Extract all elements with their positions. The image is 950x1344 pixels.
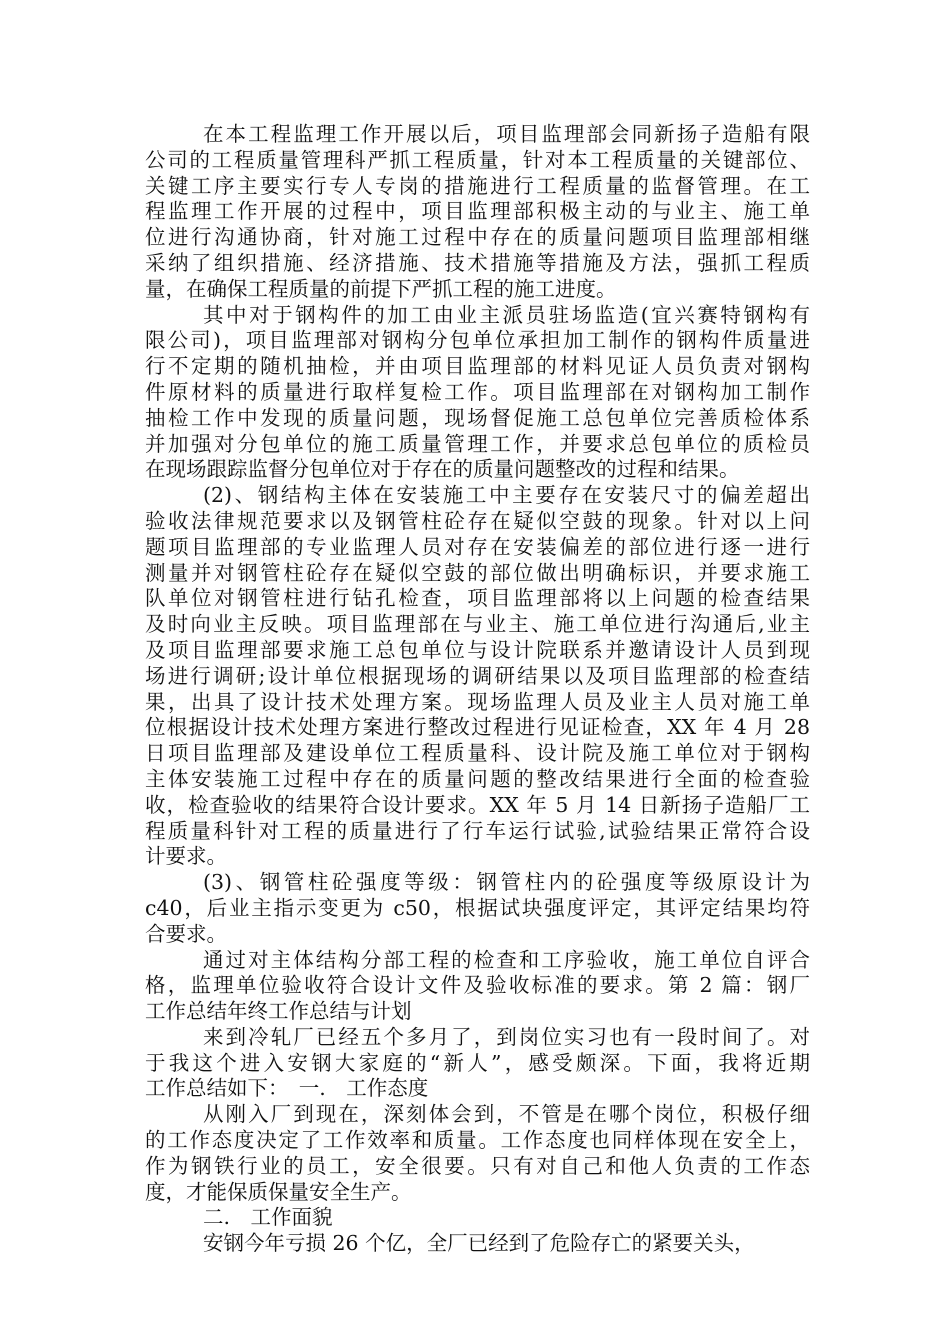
text-line: 度，才能保质保量安全生产。	[145, 1179, 412, 1204]
text-line: 程质量科针对工程的质量进行了行车运行试验,试验结果正常符合设	[145, 818, 810, 843]
text-line: (2)、钢结构主体在安装施工中主要存在安装尺寸的偏差超出	[203, 483, 810, 508]
text-line: 公司的工程质量管理科严抓工程质量，针对本工程质量的关键部位、	[145, 147, 810, 172]
text-line: 测量并对钢管柱砼存在疑似空鼓的部位做出明确标识，并要求施工	[145, 560, 810, 585]
text-line: 日项目监理部及建设单位工程质量科、设计院及施工单位对于钢构	[145, 741, 810, 766]
text-line: c40，后业主指示变更为 c50，根据试块强度评定，其评定结果均符	[145, 895, 810, 920]
text-line: 抽检工作中发现的质量问题，现场督促施工总包单位完善质检体系	[145, 405, 810, 430]
text-line: 限公司)，项目监理部对钢构分包单位承担加工制作的钢构件质量进	[145, 328, 810, 353]
paragraph	[145, 303, 810, 484]
paragraph	[145, 1205, 810, 1231]
text-line: 从刚入厂到现在，深刻体会到，不管是在哪个岗位，积极仔细	[203, 1102, 810, 1127]
text-line: 题项目监理部的专业监理人员对存在安装偏差的部位进行逐一进行	[145, 534, 810, 559]
text-line: 来到冷轧厂已经五个多月了，到岗位实习也有一段时间了。对	[203, 1024, 810, 1049]
text-line: 及时向业主反映。项目监理部在与业主、施工单位进行沟通后,业主	[145, 612, 810, 637]
text-line: 二. 工作面貌	[203, 1205, 333, 1230]
paragraph	[145, 870, 810, 947]
text-line: 量，在确保工程质量的前提下严抓工程的施工进度。	[145, 276, 617, 301]
text-line: 作为钢铁行业的员工，安全很要。只有对自己和他人负责的工作态	[145, 1153, 810, 1178]
paragraph	[145, 948, 810, 1025]
text-line: 主体安装施工过程中存在的质量问题的整改结果进行全面的检查验	[145, 766, 810, 791]
paragraph	[145, 1102, 810, 1205]
text-line: 位根据设计技术处理方案进行整改过程进行见证检查，XX 年 4 月 28	[145, 715, 810, 740]
text-line: 采纳了组织措施、经济措施、技术措施等措施及方法，强抓工程质	[145, 250, 810, 275]
text-line: 队单位对钢管柱进行钻孔检查，项目监理部将以上问题的检查结果	[145, 586, 810, 611]
text-line: 工作总结如下： 一. 工作态度	[145, 1076, 429, 1101]
text-line: 工作总结年终工作总结与计划	[145, 999, 412, 1024]
text-line: 位进行沟通协商，针对施工过程中存在的质量问题项目监理部相继	[145, 225, 810, 250]
text-line: 场进行调研;设计单位根据现场的调研结果以及项目监理部的检查结	[145, 663, 810, 688]
paragraph	[145, 1025, 810, 1102]
document-page	[145, 122, 810, 1257]
text-line: 程监理工作开展的过程中，项目监理部积极主动的与业主、施工单	[145, 199, 810, 224]
text-line: 行不定期的随机抽检，并由项目监理部的材料见证人员负责对钢构	[145, 354, 810, 379]
text-line: 关键工序主要实行专人专岗的措施进行工程质量的监督管理。在工	[145, 173, 810, 198]
text-line: 合要求。	[145, 921, 227, 946]
text-line: 在现场跟踪监督分包单位对于存在的质量问题整改的过程和结果。	[145, 457, 740, 482]
text-line: 于我这个进入安钢大家庭的“新人”，感受颇深。下面，我将近期	[145, 1050, 810, 1075]
text-line: 的工作态度决定了工作效率和质量。工作态度也同样体现在安全上，	[145, 1128, 810, 1153]
paragraph	[145, 483, 810, 870]
text-line: 并加强对分包单位的施工质量管理工作，并要求总包单位的质检员	[145, 431, 810, 456]
paragraph	[145, 1231, 810, 1257]
text-line: 件原材料的质量进行取样复检工作。项目监理部在对钢构加工制作	[145, 379, 810, 404]
text-line: 格，监理单位验收符合设计文件及验收标准的要求。第 2 篇：钢厂	[145, 973, 810, 998]
text-line: 通过对主体结构分部工程的检查和工序验收，施工单位自评合	[203, 947, 810, 972]
text-line: 及项目监理部要求施工总包单位与设计院联系并邀请设计人员到现	[145, 637, 810, 662]
text-line: (3)、钢管柱砼强度等级：钢管柱内的砼强度等级原设计为	[203, 870, 810, 895]
text-line: 其中对于钢构件的加工由业主派员驻场监造(宜兴赛特钢构有	[203, 302, 810, 327]
text-line: 安钢今年亏损 26 个亿，全厂已经到了危险存亡的紧要关头，	[203, 1231, 755, 1256]
text-line: 计要求。	[145, 844, 227, 869]
text-line: 收，检查验收的结果符合设计要求。XX 年 5 月 14 日新扬子造船厂工	[145, 792, 810, 817]
text-line: 在本工程监理工作开展以后，项目监理部会同新扬子造船有限	[203, 122, 810, 146]
text-line: 果，出具了设计技术处理方案。现场监理人员及业主人员对施工单	[145, 689, 810, 714]
text-line: 验收法律规范要求以及钢管柱砼存在疑似空鼓的现象。针对以上问	[145, 508, 810, 533]
paragraph	[145, 122, 810, 303]
